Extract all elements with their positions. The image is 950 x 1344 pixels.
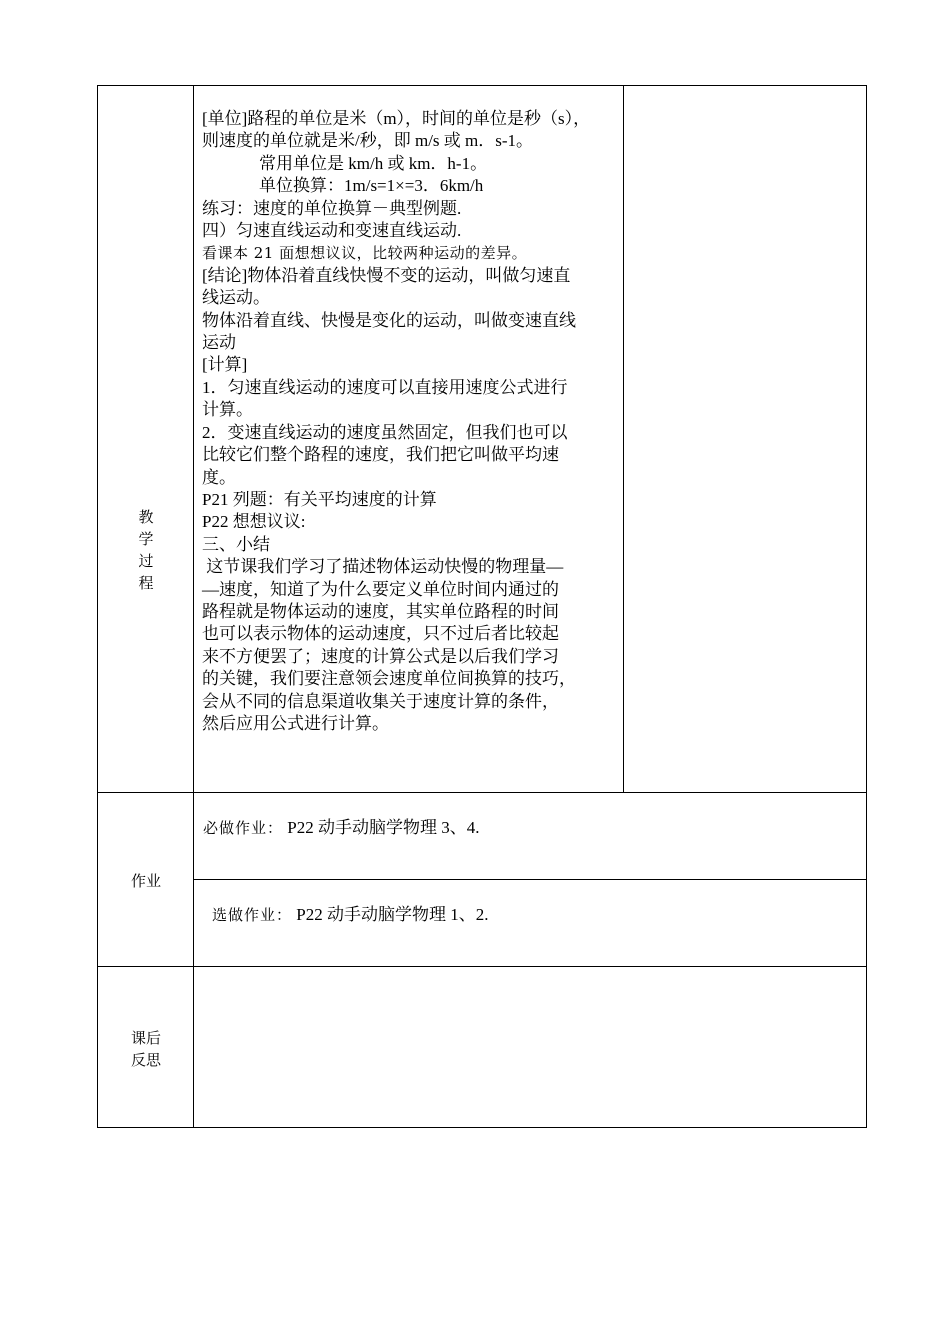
process-line: 四）匀速直线运动和变速直线运动. [202, 221, 462, 241]
process-line: 会从不同的信息渠道收集关于速度计算的条件， [202, 691, 559, 711]
process-line: 2．变速直线运动的速度虽然固定，但我们也可以 [202, 422, 568, 442]
reflection-label-line1: 课后 [130, 1029, 161, 1047]
process-line: 练习：速度的单位换算－典型例题. [202, 198, 462, 218]
homework-label: 作业 [130, 872, 161, 890]
process-line: 三、小结 [202, 534, 270, 554]
process-line: [结论]物体沿着直线快慢不变的运动，叫做匀速直 [202, 265, 571, 285]
process-line: 这节课我们学习了描述物体运动快慢的物理量— [202, 557, 564, 577]
row-divider-process-homework [97, 792, 867, 793]
required-homework-lead: 必做作业： [203, 819, 284, 837]
process-line: 度。 [202, 467, 236, 487]
required-homework-text: P22 动手动脑学物理 3、4. [287, 818, 480, 837]
table-border-bottom [97, 1127, 867, 1128]
reflection-cell [194, 967, 866, 1127]
process-line: 线运动。 [202, 288, 270, 308]
process-line: 比较它们整个路程的速度，我们把它叫做平均速 [202, 445, 559, 465]
table-border-right [866, 85, 867, 1128]
process-label: 教学过程 [138, 508, 154, 592]
required-homework [203, 817, 479, 839]
homework-divider [193, 879, 867, 880]
optional-homework-lead: 选做作业： [212, 906, 293, 924]
process-line: [计算] [202, 355, 248, 375]
process-line: 来不方便罢了；速度的计算公式是以后我们学习 [202, 646, 559, 666]
notes-cell [624, 86, 866, 792]
optional-homework-text: P22 动手动脑学物理 1、2. [296, 905, 489, 924]
process-line: 看课本 21 面想想议议，比较两种运动的差异。 [202, 244, 528, 263]
process-line: 的关键，我们要注意领会速度单位间换算的技巧， [202, 669, 576, 689]
process-line: [单位]路程的单位是米（m），时间的单位是秒（s）， [202, 109, 591, 128]
process-line: P21 列题：有关平均速度的计算 [202, 489, 437, 509]
reflection-label-line2: 反思 [130, 1051, 161, 1069]
process-line: 运动 [202, 333, 236, 353]
process-line: 路程就是物体运动的速度，其实单位路程的时间 [202, 601, 559, 621]
process-line: 单位换算：1m/s=1×=3．6km/h [259, 176, 484, 196]
table-border-left [97, 85, 98, 1128]
process-line: 常用单位是 km/h 或 km．h-1。 [259, 153, 488, 173]
process-line: —速度，知道了为什么要定义单位时间内通过的 [202, 579, 559, 599]
process-line: 1．匀速直线运动的速度可以直接用速度公式进行 [202, 377, 568, 397]
process-line: P22 想想议议: [202, 512, 306, 532]
optional-homework [212, 904, 488, 926]
process-line: 也可以表示物体的运动速度，只不过后者比较起 [202, 624, 559, 644]
process-line: 然后应用公式进行计算。 [202, 713, 389, 733]
process-content [202, 108, 618, 735]
process-line: 计算。 [202, 400, 253, 420]
process-line: 则速度的单位就是米/秒，即 m/s 或 m．s-1。 [202, 131, 534, 151]
process-line: 物体沿着直线、快慢是变化的运动，叫做变速直线 [202, 310, 576, 330]
